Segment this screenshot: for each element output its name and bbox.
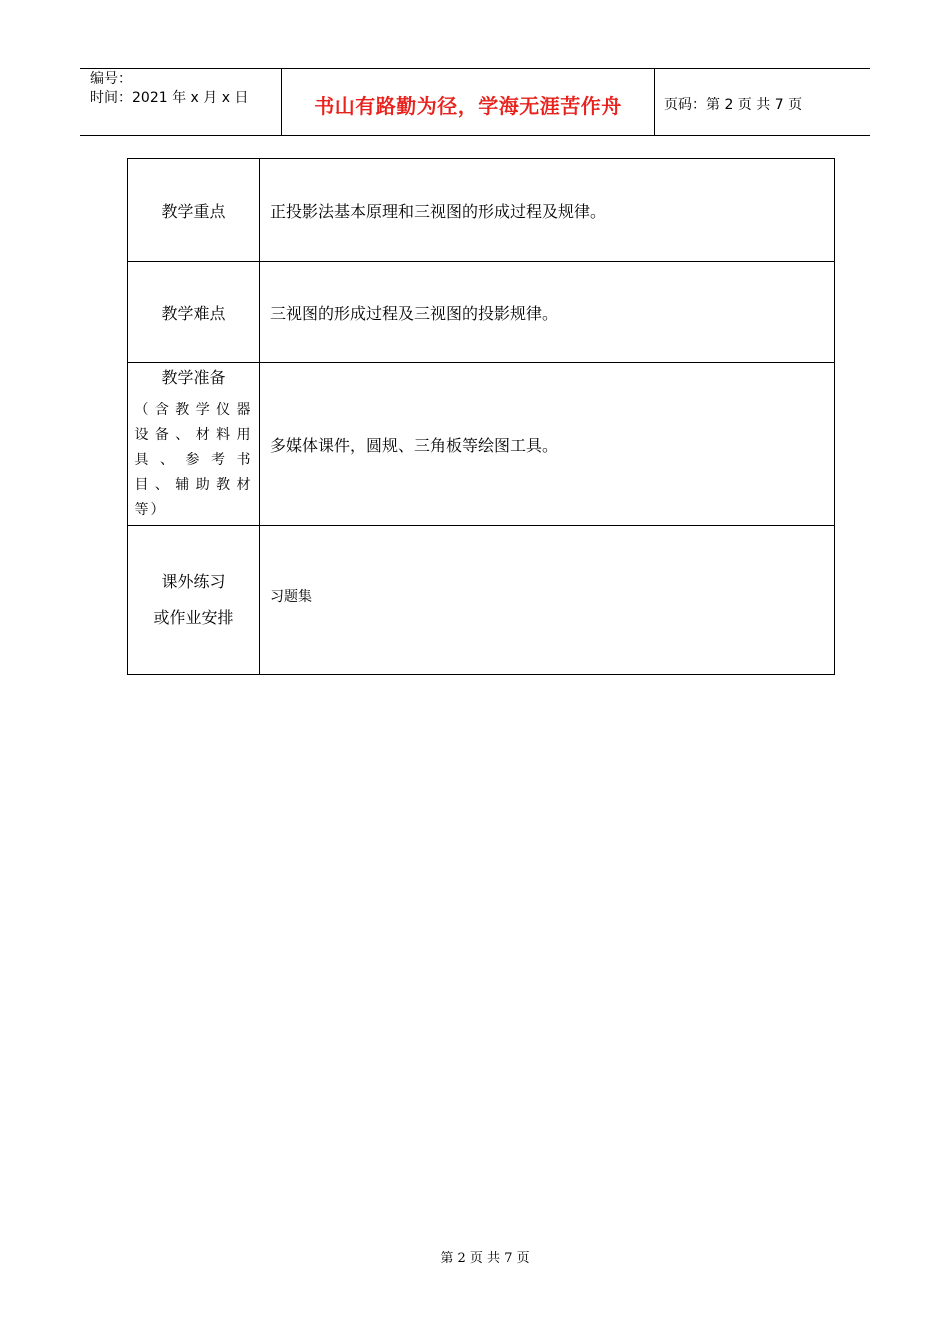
header-page-number: 页码：第 2 页 共 7 页 (664, 97, 803, 113)
header-meta (90, 70, 248, 108)
motto: 书山有路勤为径，学海无涯苦作舟 (314, 94, 622, 118)
note-line: 目、辅助教材 (134, 477, 253, 493)
row-label: 教学重点 (128, 159, 260, 261)
homework-label (153, 564, 233, 636)
note-line: （含教学仪器 (134, 402, 253, 418)
preparation-title: 教学准备 (161, 368, 226, 387)
footer-page-number: 第 2 页 共 7 页 (440, 1251, 530, 1266)
header-bottom-rule (80, 135, 870, 136)
table-row (128, 525, 834, 674)
label-line: 课外练习 (161, 572, 226, 591)
date-text: 时间：2021 年 x 月 x 日 (90, 90, 249, 106)
note-line: 设备、材料用 (134, 427, 253, 443)
table-row (128, 159, 834, 261)
row-label-cell (128, 363, 260, 525)
header-top-rule (80, 68, 870, 69)
row-label: 教学难点 (128, 262, 260, 362)
code-label: 编号： (90, 71, 132, 87)
header-divider-2 (654, 69, 655, 136)
note-line: 等） (134, 502, 167, 518)
row-label-cell (128, 526, 260, 674)
lesson-plan-table (127, 158, 835, 675)
label-line: 或作业安排 (153, 608, 234, 627)
preparation-label (135, 365, 253, 523)
row-content: 正投影法基本原理和三视图的形成过程及规律。 (270, 201, 607, 221)
row-content: 三视图的形成过程及三视图的投影规律。 (270, 303, 559, 323)
table-row (128, 261, 834, 362)
preparation-note (135, 398, 253, 523)
table-row (128, 362, 834, 525)
row-content: 习题集 (270, 589, 312, 605)
note-line: 具、参考书 (134, 452, 253, 468)
row-content: 多媒体课件，圆规、三角板等绘图工具。 (270, 435, 559, 455)
